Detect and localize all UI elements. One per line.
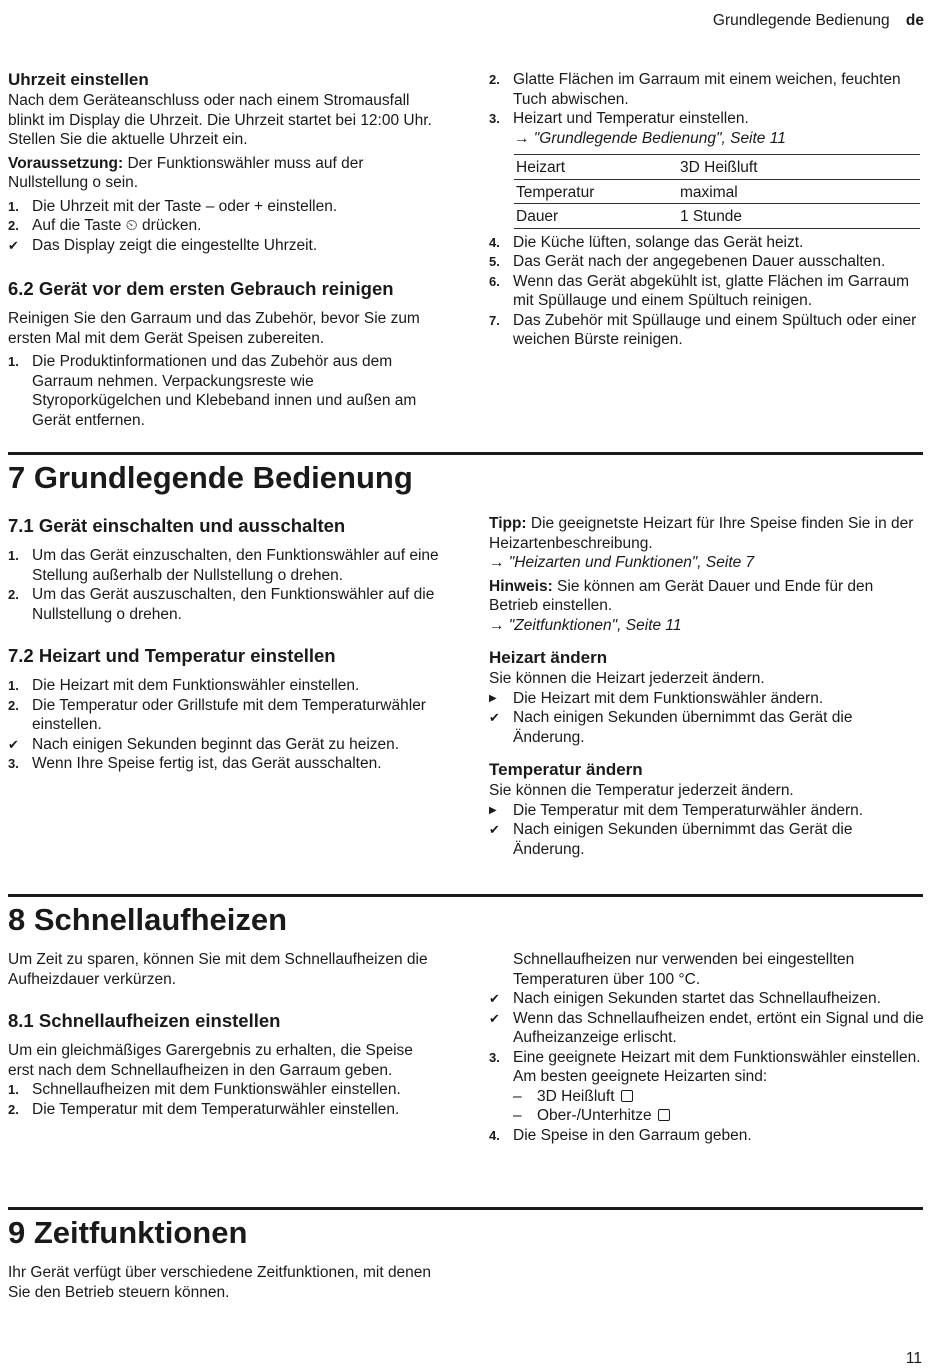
result-item — [8, 735, 440, 755]
hinweis-text: Sie können am Gerät Dauer und Ende für den Betrieb einstellen. — [489, 577, 874, 614]
heizart-intro: Sie können die Heizart jederzeit ändern. — [489, 670, 765, 687]
result-text: Nach einigen Sekunden übernimmt das Gerät die Änderung. — [513, 709, 853, 746]
list-item — [489, 311, 925, 350]
step-text: Um das Gerät einzuschalten, den Funktionswähler auf eine Stellung außerhalb der Nullstellung o drehen. — [32, 547, 439, 584]
heizart-option — [537, 1087, 925, 1107]
voraussetzung-text: Der Funktionswähler muss auf der Nullstellung o sein. — [8, 154, 364, 191]
step-text: Die Temperatur mit dem Temperaturwähler einstellen. — [32, 1100, 400, 1118]
step-number: 1. — [8, 548, 19, 563]
step-text: Die Uhrzeit mit der Taste – oder + einstellen. — [32, 197, 338, 215]
step-text: Die Heizart mit dem Funktionswähler einstellen. — [32, 677, 360, 694]
heading-uhrzeit: Uhrzeit einstellen — [8, 70, 149, 89]
step-text: Schnellaufheizen mit dem Funktionswähler einstellen. — [32, 1081, 401, 1098]
step-number: 3. — [489, 111, 500, 126]
tipp-note — [489, 514, 925, 553]
step-text: Auf die Taste ⏲ drücken. — [32, 217, 202, 234]
result-item — [489, 989, 925, 1009]
cross-reference: → "Grundlegende Bedienung", Seite 11 — [514, 129, 786, 147]
voraussetzung — [8, 154, 440, 193]
step-text: Wenn Ihre Speise fertig ist, das Gerät ausschalten. — [32, 755, 382, 772]
running-header — [713, 11, 924, 31]
list-item — [489, 109, 925, 129]
step-text: Wenn das Gerät abgekühlt ist, glatte Flächen im Garraum mit Spüllauge und einem Spültuch reinigen. — [513, 272, 910, 309]
check-icon: ✔ — [489, 991, 500, 1006]
step-text: Die Speise in den Garraum geben. — [513, 1126, 752, 1144]
list-item — [489, 70, 925, 109]
heizart-option-label: 3D Heißluft — [537, 1087, 615, 1105]
tipp-text: Die geeignetste Heizart für Ihre Speise finden Sie in der Heizartenbeschreibung. — [489, 515, 914, 552]
step-number: 7. — [489, 312, 500, 328]
list-item — [489, 272, 925, 311]
result-item — [489, 820, 925, 859]
chapter-7-title: 7 Grundlegende Bedienung — [8, 460, 413, 495]
uhrzeit-intro: Nach dem Geräteanschluss oder nach einem Stromausfall blinkt im Display die Uhrzeit. Die Uhrzeit startet bei 12:00 Uhr. Stellen Sie die aktuelle Uhrzeit ein. — [8, 92, 432, 148]
fan-heat-icon — [621, 1090, 633, 1102]
heading-8-1: 8.1 Schnellaufheizen einstellen — [8, 1010, 281, 1031]
step-number: 2. — [8, 587, 19, 602]
step-number: 1. — [8, 354, 19, 369]
dash-bullet: – — [513, 1107, 522, 1124]
dash-bullet: – — [513, 1087, 522, 1105]
step-number: 1. — [8, 678, 19, 693]
list-item — [8, 676, 440, 696]
list-item — [8, 216, 440, 236]
chapter-rule — [8, 452, 923, 455]
result-text: Nach einigen Sekunden startet das Schnellaufheizen. — [513, 990, 881, 1007]
step-number: 3. — [489, 1049, 500, 1065]
step-text: Heizart und Temperatur einstellen. — [513, 110, 749, 127]
step-number: 3. — [8, 756, 19, 771]
heading-heizart-aendern: Heizart ändern — [489, 648, 608, 667]
heading-7-1: 7.1 Gerät einschalten und ausschalten — [8, 515, 346, 536]
list-item — [489, 233, 925, 253]
step-number: 2. — [8, 697, 19, 713]
ch8-right-column — [489, 950, 925, 1145]
ch8-left-column — [8, 950, 440, 1119]
heading-7-2: 7.2 Heizart und Temperatur einstellen — [8, 645, 336, 666]
result-item — [8, 236, 440, 256]
hinweis-note — [489, 577, 925, 616]
ch9-intro: Ihr Gerät verfügt über verschiedene Zeitfunktionen, mit denen Sie den Betrieb steuern können. — [8, 1264, 432, 1301]
step-text: Die Temperatur oder Grillstufe mit dem Temperaturwähler einstellen. — [32, 696, 426, 733]
step-text: Glatte Flächen im Garraum mit einem weichen, feuchten Tuch abwischen. — [513, 71, 901, 108]
list-item — [8, 1080, 440, 1100]
ch8-intro: Um Zeit zu sparen, können Sie mit dem Schnellaufheizen die Aufheizdauer verkürzen. — [8, 951, 428, 988]
step3-sub: Am besten geeignete Heizarten sind: — [513, 1068, 768, 1085]
step-text: Das Zubehör mit Spüllauge und einem Spültuch oder einer weichen Bürste reinigen. — [513, 311, 917, 348]
list-item — [8, 197, 440, 217]
tipp-label: Tipp: — [489, 515, 527, 532]
heizart-option — [537, 1106, 925, 1126]
result-text: Wenn das Schnellaufheizen endet, ertönt ein Signal und die Aufheizanzeige erlischt. — [513, 1009, 924, 1046]
result-item — [489, 708, 925, 747]
top-bottom-heat-icon — [658, 1109, 670, 1121]
chapter-rule — [8, 1207, 923, 1210]
step-number: 2. — [489, 72, 500, 87]
step-number: 1. — [8, 198, 19, 214]
table-row — [514, 204, 920, 229]
heizart-option-label: Ober-/Unterhitze — [537, 1107, 652, 1124]
list-item — [8, 585, 440, 624]
step-text: Die Küche lüften, solange das Gerät heizt. — [513, 233, 804, 251]
table-row — [514, 155, 920, 180]
cross-reference: → "Zeitfunktionen", Seite 11 — [489, 616, 682, 634]
result-text: Das Display zeigt die eingestellte Uhrzeit. — [32, 236, 318, 254]
triangle-bullet-icon: ▶ — [489, 804, 497, 816]
step2-continued: Schnellaufheizen nur verwenden bei eingestellten Temperaturen über 100 °C. — [513, 951, 855, 988]
ch7-left-column — [8, 514, 440, 774]
right-top-column — [489, 70, 925, 350]
hinweis-label: Hinweis: — [489, 577, 553, 595]
list-item — [8, 546, 440, 585]
step-text: Die Produktinformationen und das Zubehör aus dem Garraum nehmen. Verpackungsreste wie Styroporkügelchen und Klebeband innen und außen am Gerät entfernen. — [32, 353, 417, 429]
list-item — [8, 696, 440, 735]
step-text: Das Gerät nach der angegebenen Dauer ausschalten. — [513, 253, 886, 270]
result-item — [489, 1009, 925, 1048]
triangle-bullet-icon: ▶ — [489, 692, 497, 704]
check-icon: ✔ — [489, 710, 500, 725]
check-icon: ✔ — [8, 736, 19, 752]
step-text: Eine geeignete Heizart mit dem Funktionswähler einstellen. — [513, 1048, 921, 1066]
page-number: 11 — [905, 1350, 922, 1367]
step-text: Um das Gerät auszuschalten, den Funktionswähler auf die Nullstellung o drehen. — [32, 586, 435, 623]
ch9-left-column — [8, 1263, 440, 1302]
chapter-9-title: 9 Zeitfunktionen — [8, 1215, 248, 1250]
check-icon: ✔ — [8, 237, 19, 253]
heading-6-2: 6.2 Gerät vor dem ersten Gebrauch reinigen — [8, 278, 394, 299]
list-item — [489, 1126, 925, 1146]
action-text: Die Temperatur mit dem Temperaturwähler ändern. — [513, 801, 864, 819]
voraussetzung-label: Voraussetzung: — [8, 154, 124, 172]
check-icon: ✔ — [489, 822, 500, 837]
heading-temperatur-aendern: Temperatur ändern — [489, 760, 643, 779]
step-number: 4. — [489, 234, 500, 250]
step-number: 2. — [8, 1101, 19, 1117]
table-cell: maximal — [678, 179, 920, 204]
list-item — [513, 1087, 925, 1107]
header-lang: de — [905, 12, 924, 29]
check-icon: ✔ — [489, 1010, 500, 1026]
action-text: Die Heizart mit dem Funktionswähler ändern. — [513, 689, 824, 707]
s81-intro: Um ein gleichmäßiges Garergebnis zu erhalten, die Speise erst nach dem Schnellaufheizen in den Garraum geben. — [8, 1042, 413, 1079]
table-cell: 1 Stunde — [678, 204, 920, 229]
chapter-rule — [8, 894, 923, 897]
table-row — [514, 179, 920, 204]
step-number: 1. — [8, 1082, 19, 1097]
list-item — [489, 252, 925, 272]
table-cell: Temperatur — [514, 179, 678, 204]
step-number: 6. — [489, 273, 500, 289]
step-number: 4. — [489, 1127, 500, 1143]
table-cell: Dauer — [514, 204, 678, 229]
s62-intro: Reinigen Sie den Garraum und das Zubehör, bevor Sie zum ersten Mal mit dem Gerät Speisen zubereiten. — [8, 310, 420, 347]
action-item — [489, 801, 925, 821]
table-cell: 3D Heißluft — [678, 155, 920, 180]
list-item — [513, 1106, 925, 1126]
table-cell: Heizart — [514, 155, 678, 180]
settings-table — [514, 154, 920, 229]
result-text: Nach einigen Sekunden beginnt das Gerät zu heizen. — [32, 735, 400, 753]
chapter-8-title: 8 Schnellaufheizen — [8, 902, 288, 937]
cross-reference: → "Heizarten und Funktionen", Seite 7 — [489, 554, 755, 571]
list-item — [8, 754, 440, 774]
step-number: 5. — [489, 254, 500, 269]
list-item — [489, 1048, 925, 1068]
header-section: Grundlegende Bedienung — [712, 12, 890, 29]
left-top-column — [8, 69, 440, 430]
action-item — [489, 689, 925, 709]
list-item — [8, 1100, 440, 1120]
temp-intro: Sie können die Temperatur jederzeit ändern. — [489, 782, 794, 799]
step-number: 2. — [8, 218, 19, 233]
ch7-right-column — [489, 514, 925, 859]
list-item — [8, 352, 440, 430]
result-text: Nach einigen Sekunden übernimmt das Gerät die Änderung. — [513, 821, 853, 858]
